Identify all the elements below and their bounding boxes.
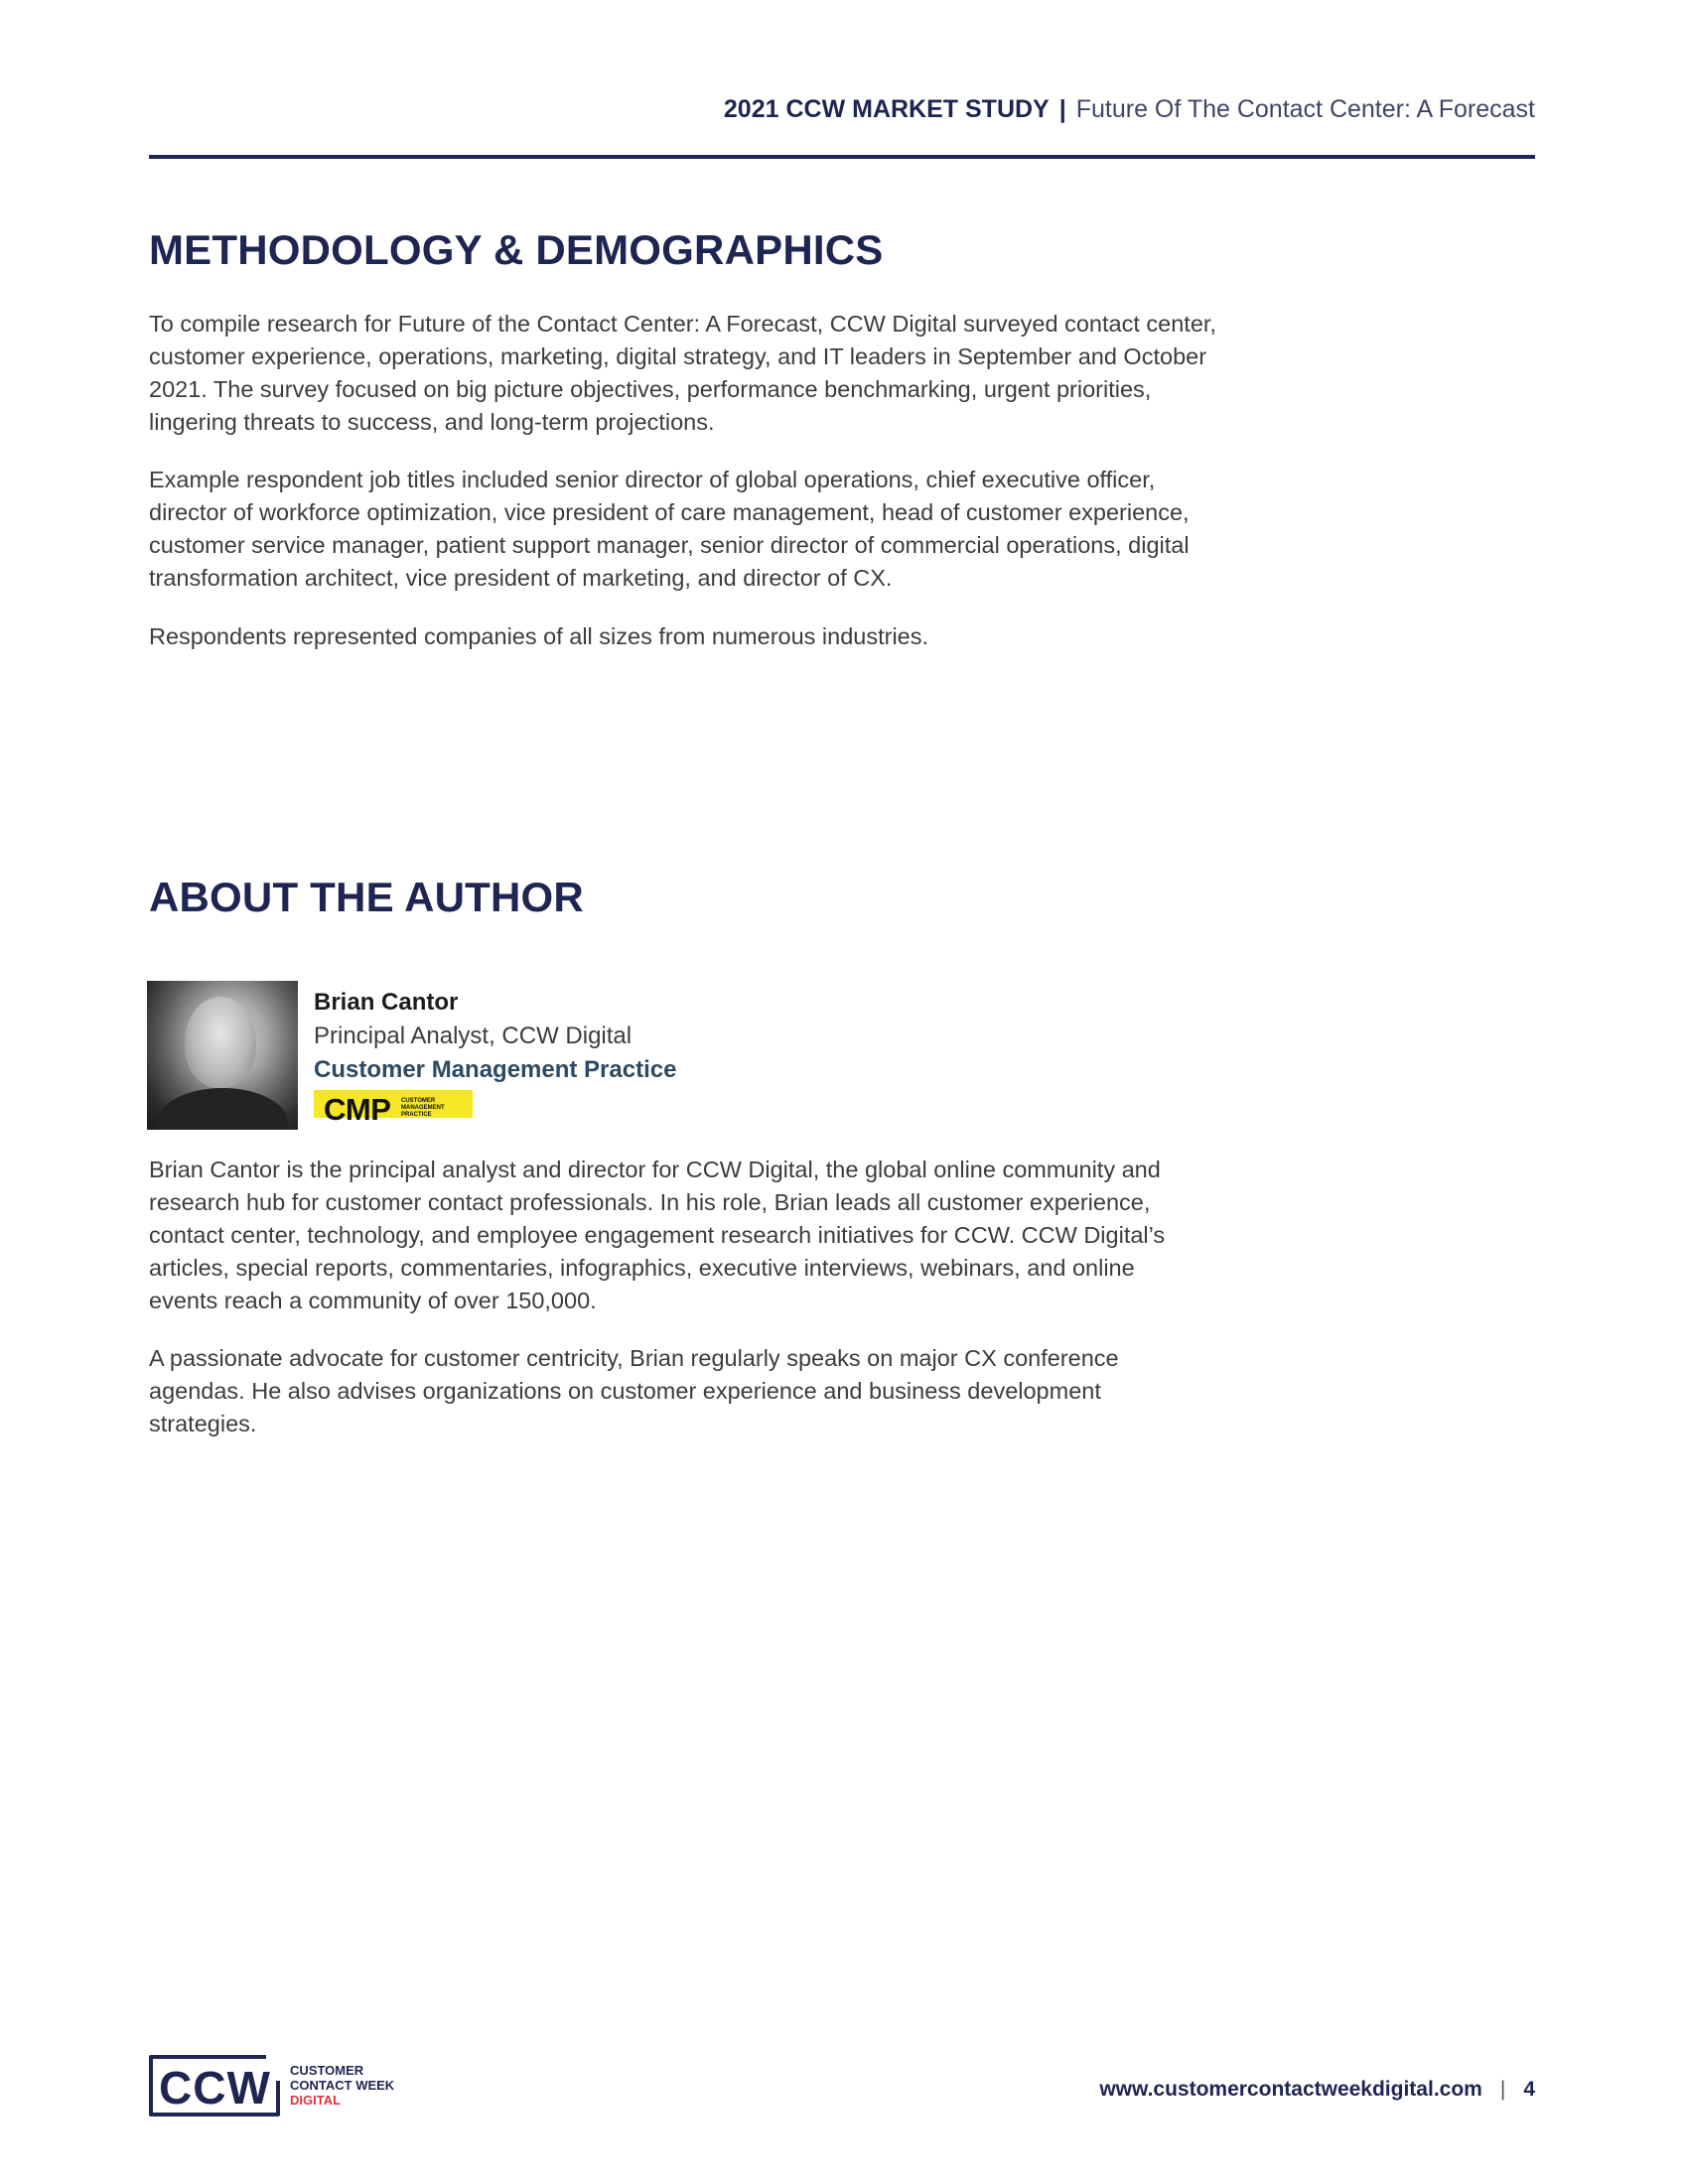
- author-shoulders: [157, 1088, 288, 1130]
- author-name: Brian Cantor: [314, 989, 459, 1016]
- ccw-logo-letters: CCW: [159, 2062, 271, 2114]
- about-author-heading: ABOUT THE AUTHOR: [149, 874, 584, 920]
- header-separator: |: [1058, 95, 1066, 123]
- author-practice: Customer Management Practice: [314, 1056, 677, 1083]
- cmp-logo-line: MANAGEMENT: [401, 1105, 445, 1111]
- page-header: [149, 95, 1535, 124]
- website-link[interactable]: www.customercontactweekdigital.com: [1099, 2078, 1482, 2101]
- cmp-logo-line: CUSTOMER: [401, 1098, 436, 1104]
- ccw-logo-line: CUSTOMER: [290, 2063, 364, 2078]
- methodology-paragraph: Example respondent job titles included senior director of global operations, chief executive officer, director of workforce optimization, vice president of care management, head of customer experience, customer service manager, patient support manager, senior director of commercial operations, digital transformation architect, vice president of marketing, and director of CX.: [149, 467, 1190, 591]
- methodology-paragraph: To compile research for Future of the Contact Center: A Forecast, CCW Digital surveyed contact center, customer experience, operations, marketing, digital strategy, and IT leaders in September and October 2021. The survey focused on big picture objectives, performance benchmarking, urgent priorities, lingering threats to success, and long-term projections.: [149, 311, 1216, 435]
- page-footer: [1099, 2078, 1535, 2102]
- author-face: [185, 997, 256, 1088]
- author-bio-paragraph: A passionate advocate for customer centricity, Brian regularly speaks on major CX conference agendas. He also advises organizations on customer experience and business development strategies.: [149, 1345, 1119, 1436]
- author-photo: [147, 981, 298, 1130]
- ccw-logo-wordmark: [290, 2063, 394, 2108]
- methodology-heading: METHODOLOGY & DEMOGRAPHICS: [149, 226, 884, 273]
- methodology-paragraph: Respondents represented companies of all sizes from numerous industries.: [149, 623, 929, 649]
- report-title: Future Of The Contact Center: A Forecast: [1075, 95, 1535, 123]
- footer-separator: |: [1499, 2078, 1506, 2101]
- cmp-logo-line: PRACTICE: [401, 1112, 432, 1118]
- cmp-logo-letters: CMP: [324, 1092, 391, 1127]
- header-divider: [149, 155, 1535, 159]
- ccw-logo-line: DIGITAL: [290, 2093, 342, 2108]
- cmp-logo: [314, 1090, 473, 1128]
- page-number: 4: [1523, 2078, 1535, 2101]
- author-role: Principal Analyst, CCW Digital: [314, 1023, 633, 1049]
- author-bio-paragraph: Brian Cantor is the principal analyst and director for CCW Digital, the global online community and research hub for customer contact professionals. In his role, Brian leads all customer experience, contact center, technology, and employee engagement research initiatives for CCW. CCW Digital’s articles, special reports, commentaries, infographics, executive interviews, webinars, and online events reach a community of over 150,000.: [149, 1157, 1166, 1313]
- ccw-logo-line: CONTACT WEEK: [290, 2078, 395, 2093]
- cmp-logo-text: [401, 1098, 445, 1119]
- study-label: 2021 CCW MARKET STUDY: [723, 95, 1050, 123]
